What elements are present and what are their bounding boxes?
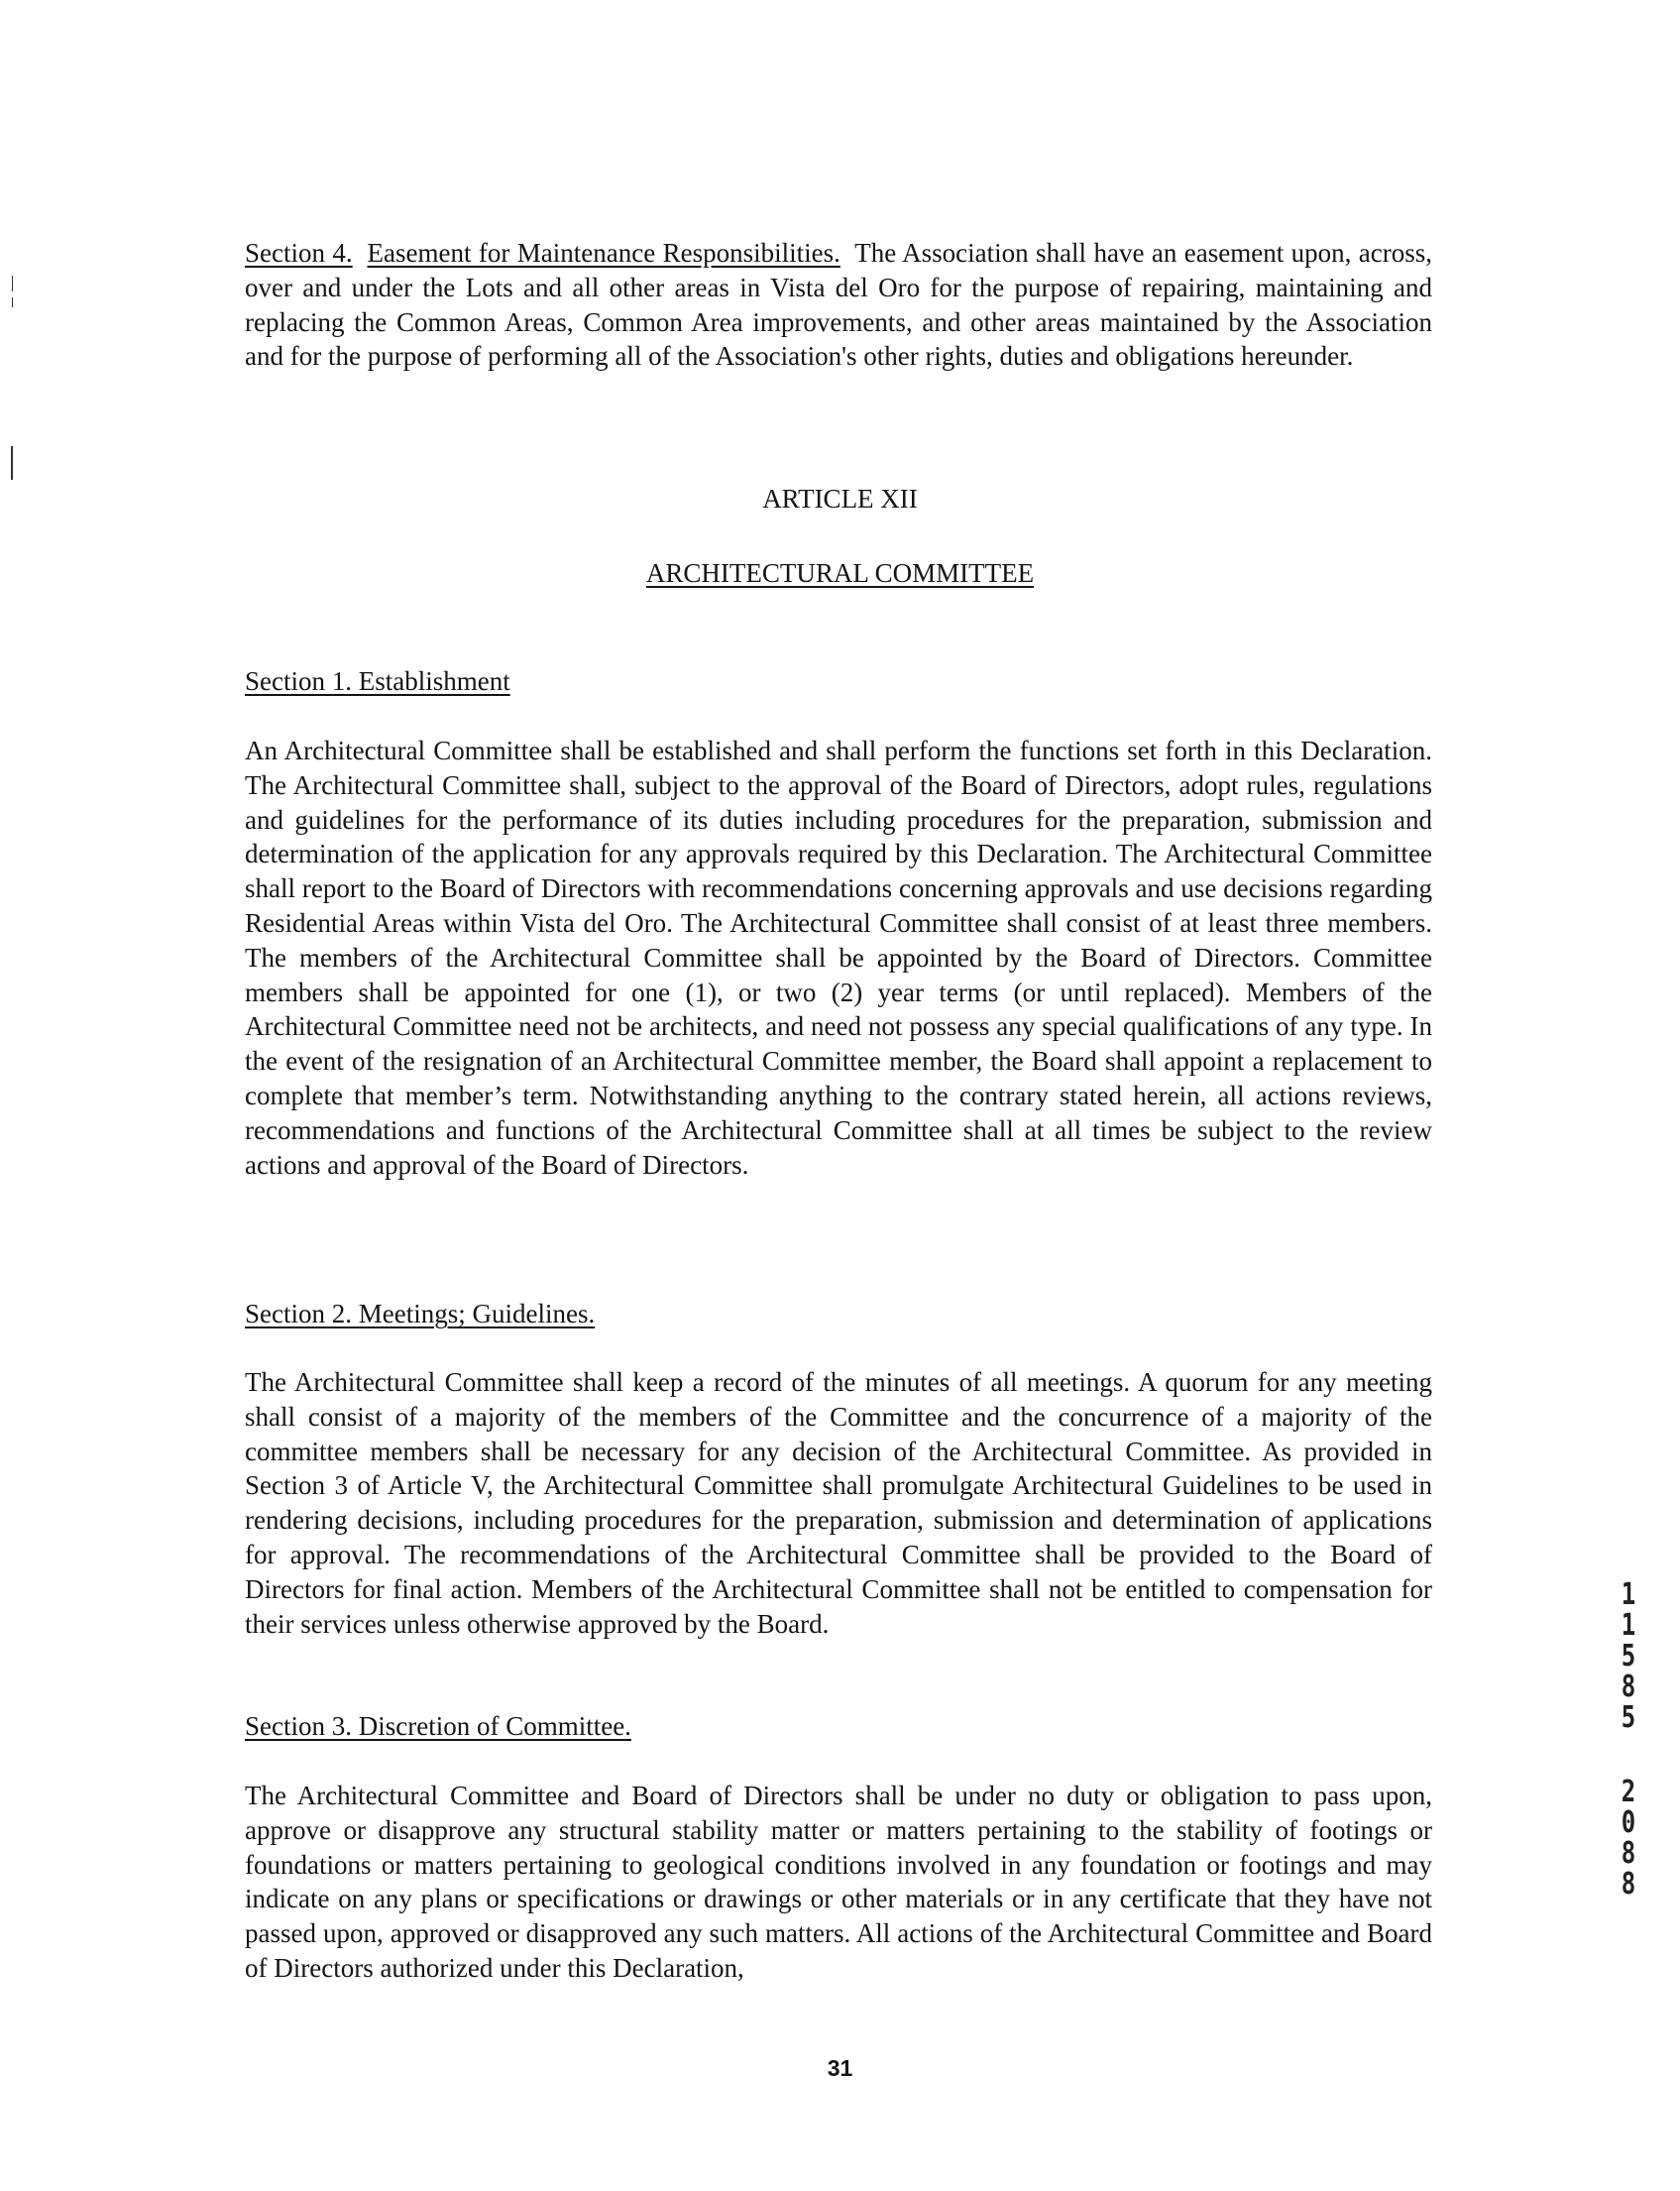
margin-scan-mark bbox=[12, 297, 13, 307]
section-4-title: Easement for Maintenance Responsibilities. bbox=[367, 238, 840, 268]
section-1-heading-text: Section 1. Establishment bbox=[245, 666, 510, 696]
stamp-digit: 1 bbox=[1621, 1577, 1636, 1612]
recording-stamp-upper bbox=[1617, 1579, 1640, 1733]
section-3-heading-text: Section 3. Discretion of Committee. bbox=[245, 1711, 631, 1741]
section-1-heading bbox=[245, 664, 510, 699]
stamp-digit: 0 bbox=[1621, 1805, 1636, 1840]
recording-stamp-lower bbox=[1617, 1777, 1640, 1900]
section-3-heading bbox=[245, 1709, 631, 1744]
section-1-body: An Architectural Committee shall be established and shall perform the functions set forth in this Declaration. The Architectural Committee shall, subject to the approval of the Board of Directors, adopt rules, regulations and guidelines for the performance of its duties including procedures for the preparation, submission and determination of the application for any approvals required by this Declaration. The Architectural Committee shall report to the Board of Directors with recommendations concerning approvals and use decisions regarding Residential Areas within Vista del Oro. The Architectural Committee shall consist of at least three members. The members of the Architectural Committee shall be appointed by the Board of Directors. Committee members shall be appointed for one (1), or two (2) year terms (or until replaced). Members of the Architectural Committee need not be architects, and need not possess any special qualifications of any type. In the event of the resignation of an Architectural Committee member, the Board shall appoint a replacement to complete that member’s term. Notwithstanding anything to the contrary stated herein, all actions reviews, recommendations and functions of the Architectural Committee shall at all times be subject to the review actions and approval of the Board of Directors. bbox=[245, 736, 1432, 1180]
section-2-body: The Architectural Committee shall keep a record of the minutes of all meetings. A quorum for any meeting shall consist of a majority of the members of the Committee and the concurrence of a majority of the committee members shall be necessary for any decision of the Architectural Committee. As provided in Section 3 of Article V, the Architectural Committee shall promulgate Architectural Guidelines to be used in rendering decisions, including procedures for the preparation, submission and determination of applications for approval. The recommendations of the Architectural Committee shall be provided to the Board of Directors for final action. Members of the Architectural Committee shall not be entitled to compensation for their services unless otherwise approved by the Board. bbox=[245, 1367, 1432, 1639]
margin-scan-mark bbox=[11, 446, 13, 480]
margin-scan-mark bbox=[12, 276, 13, 291]
section-3-body: The Architectural Committee and Board of Directors shall be under no duty or obligation to pass upon, approve or disapprove any structural stability matter or matters pertaining to the stability of footings or foundations or matters pertaining to geological conditions involved in any foundation or footings and may indicate on any plans or specifications or drawings or other materials or in any certificate that they have not passed upon, approved or disapproved any such matters. All actions of the Architectural Committee and Board of Directors authorized under this Declaration, bbox=[245, 1781, 1432, 1983]
section-4-body: The Association shall have an easement upon, across, over and under the Lots and all other areas in Vista del Oro for the purpose of repairing, maintaining and replacing the Common Areas, Common Area improvements, and other areas maintained by the Association and for the purpose of performing all of the Association's other rights, duties and obligations hereunder. bbox=[245, 238, 1433, 372]
section-2-heading-text: Section 2. Meetings; Guidelines. bbox=[245, 1299, 596, 1328]
section-4-number: Section 4. bbox=[245, 238, 353, 268]
stamp-digit: 2 bbox=[1621, 1775, 1636, 1809]
section-2-heading bbox=[245, 1297, 595, 1331]
article-number: ARTICLE XII bbox=[762, 484, 918, 514]
stamp-digit: 8 bbox=[1621, 1867, 1636, 1902]
stamp-digit: 1 bbox=[1621, 1608, 1636, 1643]
page-number: 31 bbox=[827, 2055, 853, 2081]
article-title-text: ARCHITECTURAL COMMITTEE bbox=[645, 558, 1035, 588]
stamp-digit: 5 bbox=[1621, 1700, 1636, 1735]
stamp-digit: 5 bbox=[1621, 1639, 1636, 1673]
stamp-digit: 8 bbox=[1621, 1670, 1636, 1704]
section-4-paragraph bbox=[245, 236, 1432, 374]
article-title bbox=[0, 556, 1680, 591]
stamp-digit: 8 bbox=[1621, 1836, 1636, 1871]
